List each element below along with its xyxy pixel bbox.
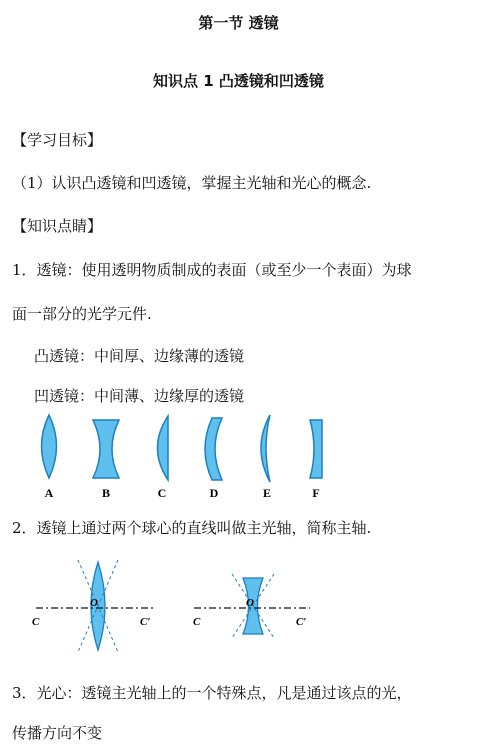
concave-center-c-label: C (193, 616, 201, 628)
lens-d-meniscus-shape (205, 418, 222, 480)
convex-center-c-prime-label: C′ (140, 616, 151, 628)
lens-e-meniscus-shape (261, 415, 270, 482)
convex-center-c-label: C (32, 616, 40, 628)
convex-definition: 凸透镜：中间厚、边缘薄的透镜 (34, 347, 245, 365)
goals-header: 【学习目标】 (12, 131, 103, 149)
knowledge-title: 知识点 1 凸透镜和凹透镜 (153, 72, 324, 90)
concave-center-c-prime-label: C′ (296, 616, 307, 628)
lens-shapes-figure (0, 410, 477, 505)
point-1-line-1: 1．透镜：使用透明物质制成的表面（或至少一个表面）为球 (12, 261, 412, 279)
points-header: 【知识点睛】 (12, 217, 103, 235)
lens-b-biconcave-shape (93, 420, 119, 478)
point-1-line-2: 面一部分的光学元件. (12, 305, 152, 323)
lens-f-planoconcave-shape (310, 420, 322, 478)
concave-optical-center-label: O (246, 597, 254, 609)
goal-item: （1）认识凸透镜和凹透镜，掌握主光轴和光心的概念. (12, 174, 372, 192)
lens-label-a: A (44, 486, 54, 500)
point-3-line-2: 传播方向不变 (12, 724, 103, 742)
principal-axis-figure (0, 548, 477, 668)
section-title: 第一节 透镜 (198, 14, 279, 32)
lens-label-d: D (209, 486, 219, 500)
lens-label-b: B (101, 486, 111, 500)
lens-label-e: E (262, 486, 272, 500)
convex-optical-center-label: O (90, 597, 98, 609)
point-2: 2．透镜上通过两个球心的直线叫做主光轴，简称主轴. (12, 519, 372, 537)
concave-definition: 凹透镜：中间薄、边缘厚的透镜 (34, 387, 245, 405)
lens-a-biconvex-shape (42, 415, 57, 478)
convex-lens-diagram (32, 560, 154, 652)
lens-c-planoconvex-shape (158, 416, 169, 480)
lens-label-c: C (157, 486, 167, 500)
lens-label-f: F (312, 486, 320, 500)
point-3-line-1: 3．光心：透镜主光轴上的一个特殊点，凡是通过该点的光， (12, 684, 412, 702)
concave-lens-diagram (193, 574, 310, 638)
